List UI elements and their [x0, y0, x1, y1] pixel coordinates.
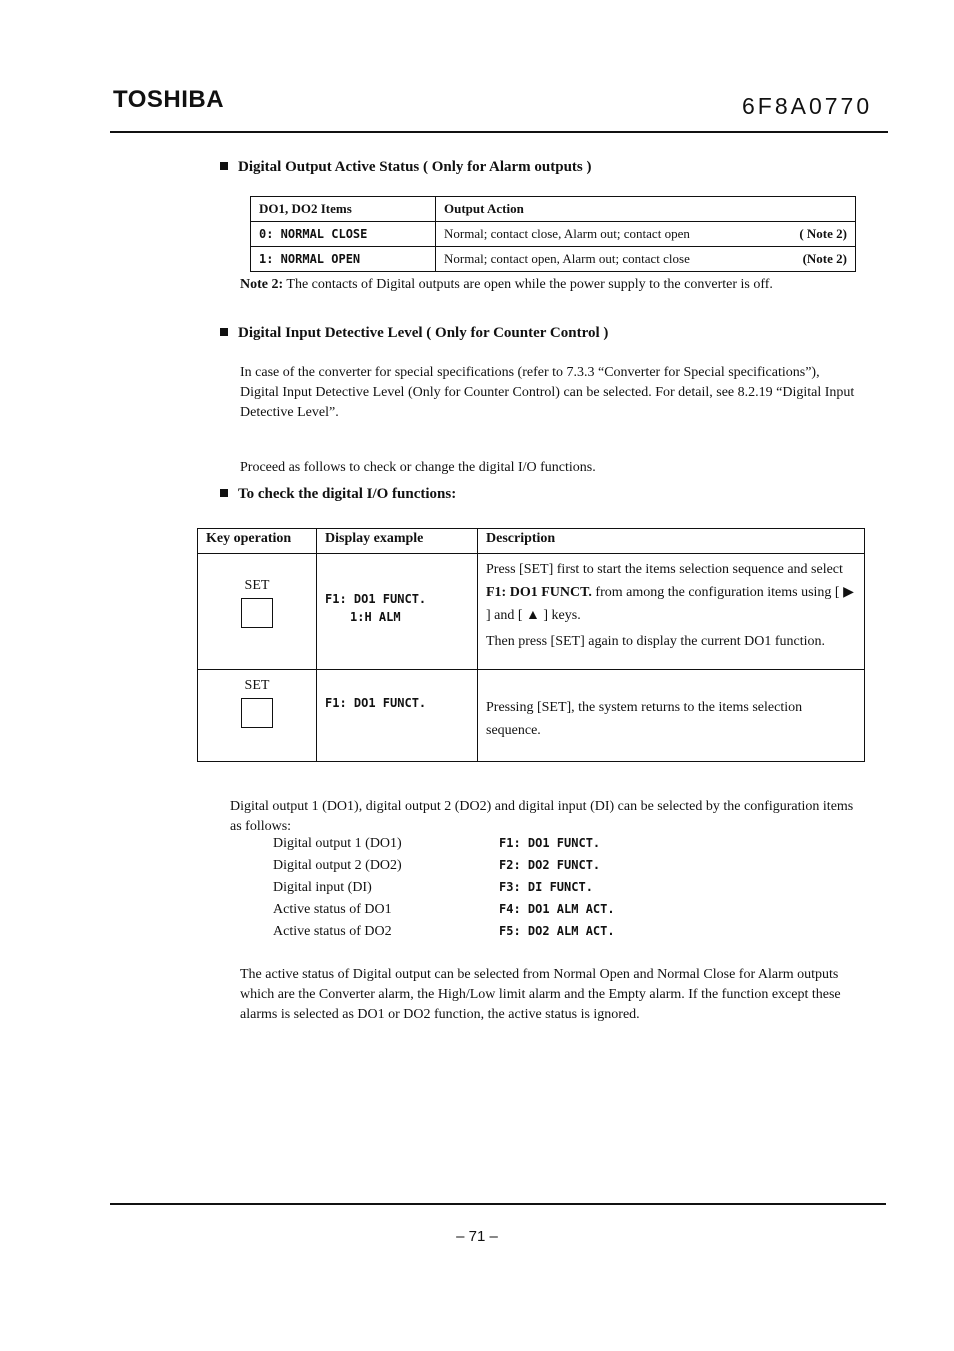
table-row [198, 670, 865, 762]
list-item [273, 924, 693, 946]
description-text-2: Then press [SET] again to display the current DO1 function. [486, 634, 826, 649]
brand-logo: TOSHIBA [113, 86, 225, 113]
key-label: SET [244, 678, 270, 693]
table-row [198, 554, 865, 670]
table-header-row [251, 197, 856, 222]
page-number: – 71 – [456, 1228, 498, 1245]
config-code: F3: DI FUNCT. [499, 880, 593, 894]
table-row [251, 247, 856, 272]
action-cell [436, 247, 856, 272]
key-cell [198, 670, 317, 762]
display-line-1: F1: DO1 FUNCT. [325, 696, 427, 710]
list-item [273, 836, 693, 858]
description-cell [478, 670, 865, 762]
bullet-icon [220, 328, 228, 336]
closing-paragraph: The active status of Digital output can be selected from Normal Open and Normal Close for Alarm outputs which are the Converter alarm, the High/Low limit alarm and the Empty alarm. If the function except these alarms is selected as DO1 or DO2 function, the active status is ignored. [240, 967, 841, 1022]
config-label: Digital output 2 (DO2) [273, 858, 402, 873]
note-text: The contacts of Digital outputs are open while the power supply to the converter is off. [286, 277, 773, 292]
description-text [486, 558, 856, 627]
display-cell [317, 554, 478, 670]
document-number: 6F8A0770 [742, 93, 873, 119]
description-bold: F1: DO1 FUNCT. [486, 585, 592, 600]
config-code: F2: DO2 FUNCT. [499, 858, 601, 872]
column-header: Output Action [436, 197, 856, 222]
output-status-table [250, 196, 856, 272]
key-cell [198, 554, 317, 670]
config-label: Digital input (DI) [273, 880, 372, 895]
bullet-icon [220, 489, 228, 497]
note-ref: ( Note 2) [799, 226, 847, 241]
column-header: Description [478, 529, 865, 554]
config-code: F4: DO1 ALM ACT. [499, 902, 615, 916]
note-label: Note 2: [240, 277, 284, 292]
key-label: SET [244, 578, 270, 593]
section-heading-check-io [220, 486, 456, 503]
description-part: Press [SET] first to start the items selection sequence and select [486, 562, 843, 577]
config-label: Active status of DO2 [273, 924, 392, 939]
description-cell [478, 554, 865, 670]
intro-paragraph: Proceed as follows to check or change the digital I/O functions. [240, 460, 596, 475]
display-cell [317, 670, 478, 762]
bullet-icon [220, 162, 228, 170]
description-part: from among the configuration items using [ ▶ ] and [ ▲ ] keys. [486, 585, 854, 623]
section-heading-input-level [220, 325, 608, 342]
procedure-table [197, 528, 865, 762]
column-header: Key operation [198, 529, 317, 554]
column-header: DO1, DO2 Items [251, 197, 436, 222]
action-text: Normal; contact close, Alarm out; contact open [444, 226, 690, 241]
action-text: Normal; contact open, Alarm out; contact close [444, 251, 690, 266]
config-label: Active status of DO1 [273, 902, 392, 917]
table-row [251, 222, 856, 247]
column-header: Display example [317, 529, 478, 554]
footer-rule [110, 1203, 886, 1205]
note-ref: (Note 2) [802, 251, 847, 266]
list-item [273, 858, 693, 880]
note-2 [240, 275, 890, 295]
config-code: F5: DO2 ALM ACT. [499, 924, 615, 938]
config-code: F1: DO1 FUNCT. [499, 836, 601, 850]
heading-text: To check the digital I/O functions: [238, 486, 457, 502]
set-key-icon [241, 698, 273, 728]
set-key-icon [241, 598, 273, 628]
input-level-paragraph: In case of the converter for special specifications (refer to 7.3.3 “Converter for Special specifications”), Digital Input Detective Level (Only for Counter Control) can be selected. For detail, see 8.2.19 “Digital Input Detective Level”. [240, 365, 855, 420]
config-intro: Digital output 1 (DO1), digital output 2 (DO2) and digital input (DI) can be selected by the configuration items as follows: [230, 799, 854, 834]
display-line-2: 1:H ALM [350, 610, 401, 624]
display-line-1: F1: DO1 FUNCT. [325, 592, 427, 606]
description-text: Pressing [SET], the system returns to the items selection sequence. [486, 700, 803, 738]
heading-text: Digital Input Detective Level ( Only for Counter Control ) [238, 325, 609, 341]
heading-text: Digital Output Active Status ( Only for Alarm outputs ) [238, 159, 592, 175]
config-list [273, 836, 693, 946]
section-heading-output-status [220, 159, 592, 176]
item-cell: 0: NORMAL CLOSE [251, 222, 436, 247]
list-item [273, 902, 693, 924]
config-label: Digital output 1 (DO1) [273, 836, 402, 851]
table-header-row [198, 529, 865, 554]
list-item [273, 880, 693, 902]
action-cell [436, 222, 856, 247]
header-rule [110, 131, 888, 133]
item-cell: 1: NORMAL OPEN [251, 247, 436, 272]
